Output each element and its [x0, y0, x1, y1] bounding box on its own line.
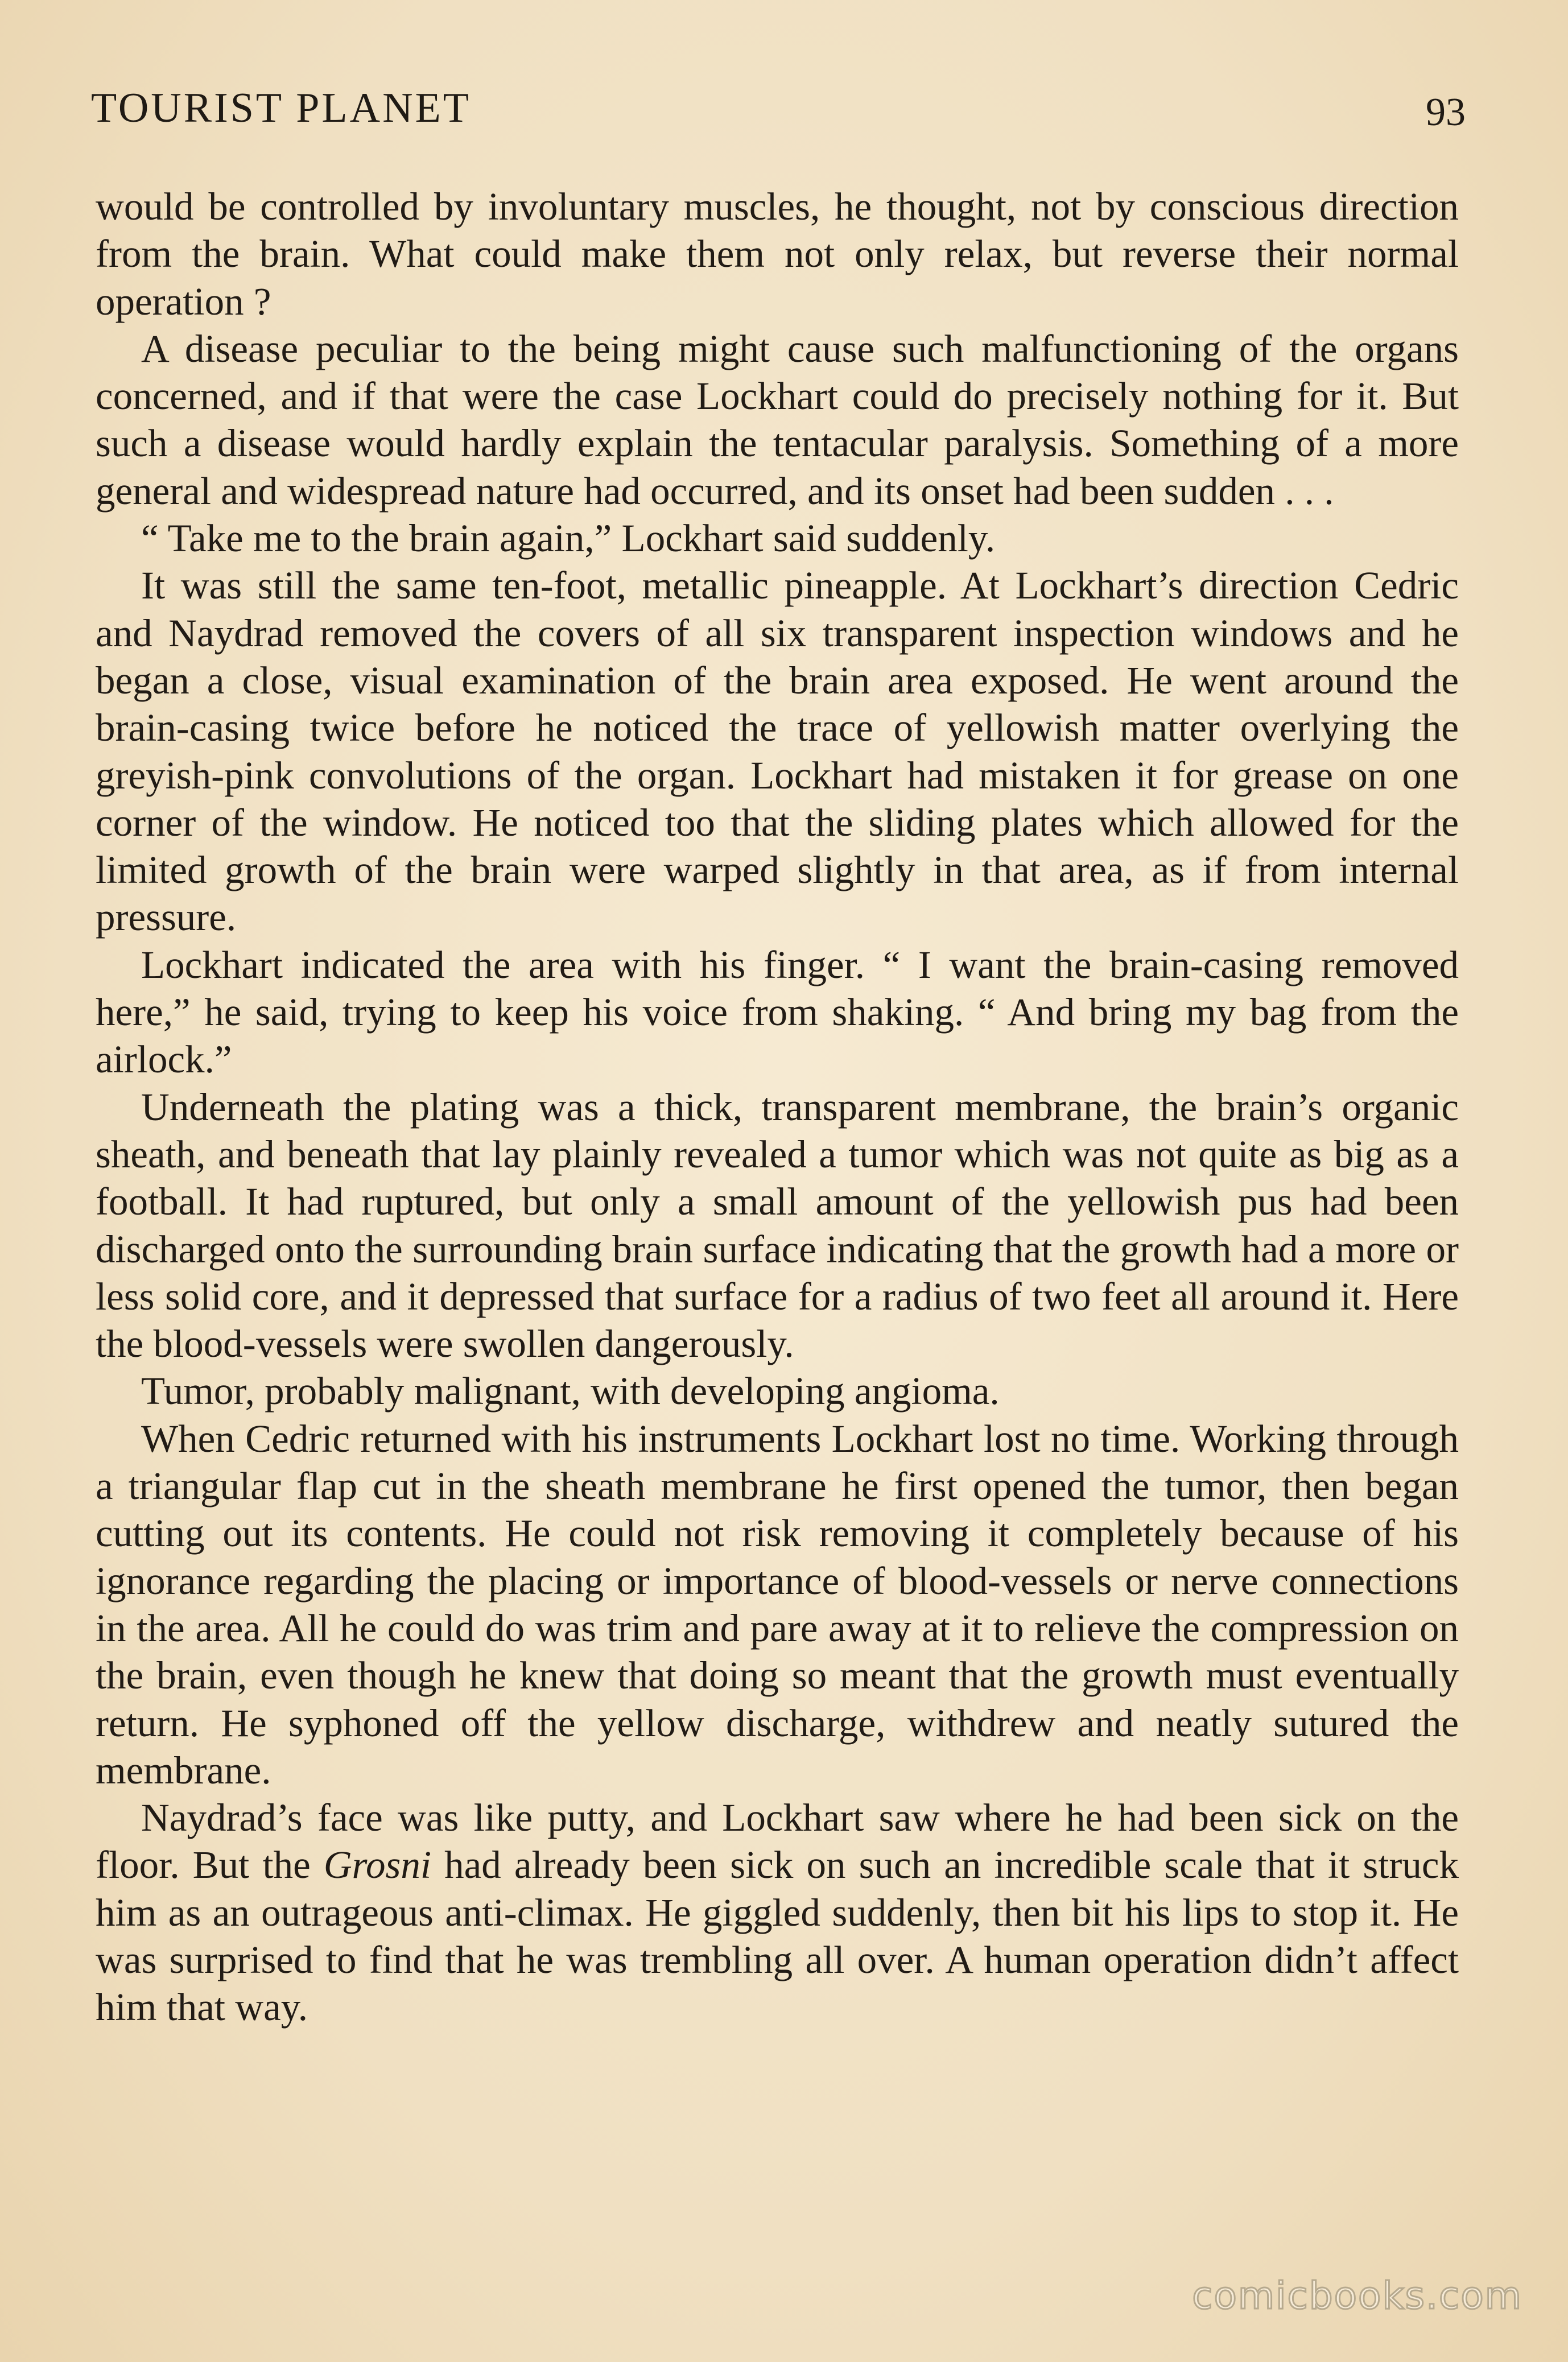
paragraph-7: Tumor, probably malignant, with developing angioma.: [141, 1369, 1000, 1413]
paragraph-9: [96, 1794, 1459, 2031]
page-number: 93: [1426, 90, 1466, 134]
paragraph-6: Underneath the plating was a thick, transparent membrane, the brain’s organic sheath, and beneath that lay plainly revealed a tumor which was not quite as big as a football. It had ruptured, but only a small amount of the yellowish pus had been discharged onto the surrounding brain surface indicating that the growth had a more or less solid core, and it depressed that surface for a radius of two feet all around it. Here the blood-vessels were swollen dangerously.: [96, 1085, 1459, 1366]
site-watermark: comicbooks.com: [1192, 2274, 1522, 2318]
paragraph-9-start: Naydrad’s face was like putty, and Lockhart saw where he had been sick on the floor. But the: [96, 1796, 1459, 1887]
paragraph-5: Lockhart indicated the area with his finger. “ I want the brain-casing removed here,” he said, trying to keep his voice from shaking. “ And bring my bag from the airlock.”: [96, 943, 1459, 1081]
paragraph-3: “ Take me to the brain again,” Lockhart said suddenly.: [141, 517, 996, 560]
running-head: TOURIST PLANET: [91, 85, 471, 131]
page-header: [91, 84, 1466, 147]
paragraph-1: would be controlled by involuntary muscles, he thought, not by conscious direction from the brain. What could make them not only relax, but reverse their normal operation ?: [96, 185, 1459, 323]
paragraph-4: It was still the same ten-foot, metallic pineapple. At Lockhart’s direction Cedric and Naydrad removed the covers of all six transparent inspection windows and he began a close, visual examination of the brain area exposed. He went around the brain-casing twice before he noticed the trace of yellowish matter overlying the greyish-pink convolutions of the organ. Lockhart had mistaken it for grease on one corner of the window. He noticed too that the sliding plates which allowed for the limited growth of the brain were warped slightly in that area, as if from internal pressure.: [96, 564, 1459, 939]
ship-name-italic: Grosni: [323, 1843, 431, 1887]
paragraph-8: When Cedric returned with his instruments Lockhart lost no time. Working through a triangular flap cut in the sheath membrane he first opened the tumor, then began cutting out its contents. He could not risk removing it completely because of his ignorance regarding the placing or importance of blood-vessels or nerve connections in the area. All he could do was trim and pare away at it to relieve the compression on the brain, even though he knew that doing so meant that the growth must eventually return. He syphoned off the yellow discharge, withdrew and neatly sutured the membrane.: [96, 1417, 1459, 1792]
body-text: [96, 183, 1459, 2031]
paragraph-9-end: had already been sick on such an incredible scale that it struck him as an outrageous anti-climax. He giggled suddenly, then bit his lips to stop it. He was surprised to find that he was trembling all over. A human operation didn’t affect him that way.: [96, 1843, 1459, 2029]
paragraph-2: A disease peculiar to the being might cause such malfunctioning of the organs concerned, and if that were the case Lockhart could do precisely nothing for it. But such a disease would hardly explain the tentacular paralysis. Something of a more general and widespread nature had occurred, and its onset had been sudden . . .: [96, 327, 1459, 513]
